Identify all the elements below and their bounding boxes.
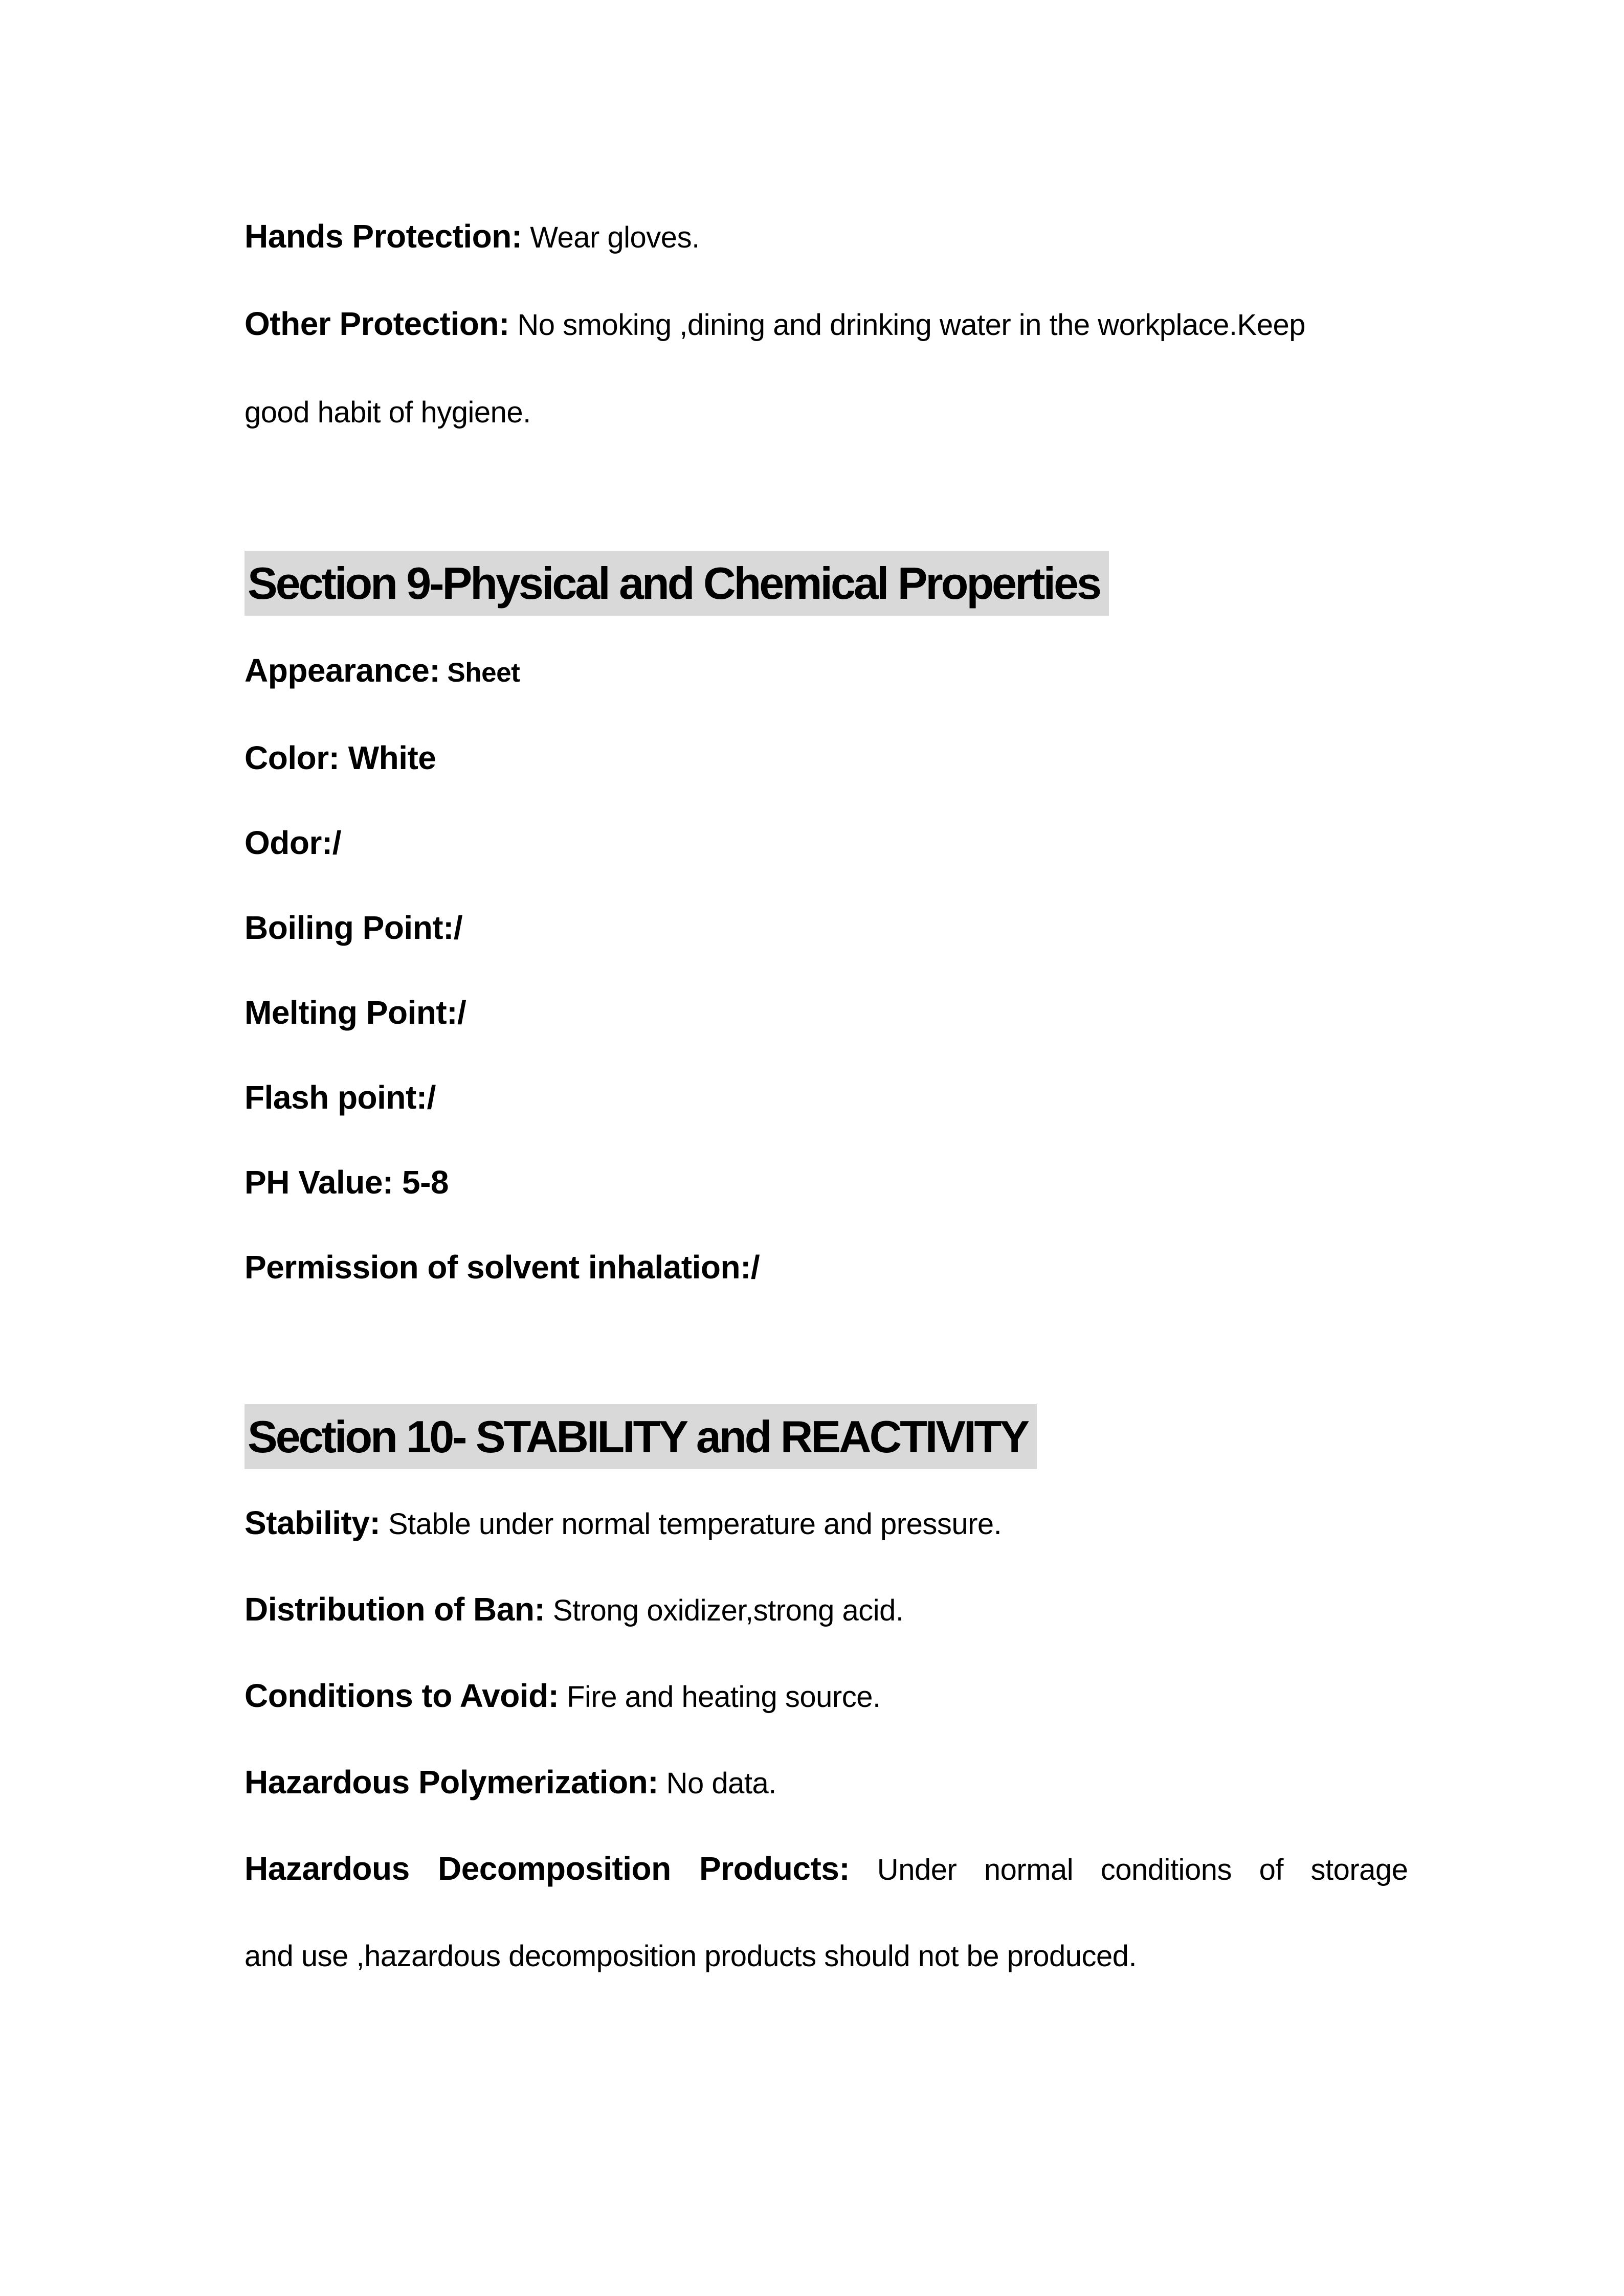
appearance-value: Sheet <box>440 658 520 688</box>
hands-protection-row <box>244 193 1417 281</box>
property-row-color <box>244 715 1417 800</box>
other-protection-value-line2: good habit of hygiene. <box>244 396 531 429</box>
document-content <box>244 0 1417 1999</box>
ph-value-value: 5-8 <box>393 1164 449 1201</box>
flash-point-label: Flash point: <box>244 1079 427 1116</box>
flash-point-value: / <box>427 1079 436 1116</box>
hazardous-polymerization-label: Hazardous Polymerization: <box>244 1764 658 1800</box>
odor-value: / <box>332 824 341 861</box>
ph-value-label: PH Value: <box>244 1164 393 1201</box>
melting-point-value: / <box>457 994 466 1031</box>
section10-heading-row <box>244 1404 1417 1469</box>
property-row-flash-point <box>244 1055 1417 1140</box>
stability-label: Stability: <box>244 1504 381 1541</box>
conditions-to-avoid-label: Conditions to Avoid: <box>244 1677 559 1714</box>
property-row-solvent-inhalation <box>244 1225 1417 1310</box>
property-row-stability <box>244 1480 1417 1567</box>
hazardous-decomposition-value-line1: Under normal conditions of storage <box>850 1853 1408 1886</box>
hazardous-decomposition-value-line2: and use ,hazardous decomposition products should not be produced. <box>244 1940 1137 1973</box>
property-row-distribution-of-ban <box>244 1567 1417 1653</box>
other-protection-label: Other Protection: <box>244 305 509 342</box>
solvent-inhalation-value: / <box>750 1249 760 1286</box>
stability-value: Stable under normal temperature and pressure. <box>380 1507 1002 1541</box>
conditions-to-avoid-value: Fire and heating source. <box>559 1680 881 1714</box>
color-label: Color: <box>244 739 340 776</box>
hazardous-decomposition-label: Hazardous Decomposition Products: <box>244 1850 850 1887</box>
property-row-boiling-point <box>244 885 1417 970</box>
hands-protection-label: Hands Protection: <box>244 218 522 255</box>
other-protection-continued-row <box>244 368 1417 456</box>
distribution-of-ban-label: Distribution of Ban: <box>244 1591 545 1628</box>
color-value: White <box>339 739 436 776</box>
hands-protection-value: Wear gloves. <box>522 221 700 254</box>
boiling-point-value: / <box>453 909 463 946</box>
boiling-point-label: Boiling Point: <box>244 909 454 946</box>
solvent-inhalation-label: Permission of solvent inhalation: <box>244 1249 751 1286</box>
section9-heading: Section 9-Physical and Chemical Properties <box>244 551 1109 616</box>
section9-heading-row <box>244 551 1417 616</box>
property-row-odor <box>244 800 1417 885</box>
property-row-hazardous-decomposition <box>244 1826 1417 1912</box>
property-row-melting-point <box>244 970 1417 1055</box>
property-row-hazardous-polymerization <box>244 1740 1417 1826</box>
property-row-ph-value <box>244 1140 1417 1225</box>
property-row-appearance <box>244 628 1417 715</box>
other-protection-value-line1: No smoking ,dining and drinking water in the workplace.Keep <box>509 308 1305 342</box>
appearance-label: Appearance: <box>244 652 440 689</box>
odor-label: Odor: <box>244 824 332 861</box>
property-row-conditions-to-avoid <box>244 1653 1417 1740</box>
melting-point-label: Melting Point: <box>244 994 458 1031</box>
hazardous-polymerization-value: No data. <box>658 1767 776 1800</box>
other-protection-row <box>244 281 1417 368</box>
hazardous-decomposition-continued-row <box>244 1912 1417 1999</box>
distribution-of-ban-value: Strong oxidizer,strong acid. <box>545 1594 904 1627</box>
section10-heading: Section 10- STABILITY and REACTIVITY <box>244 1404 1037 1469</box>
